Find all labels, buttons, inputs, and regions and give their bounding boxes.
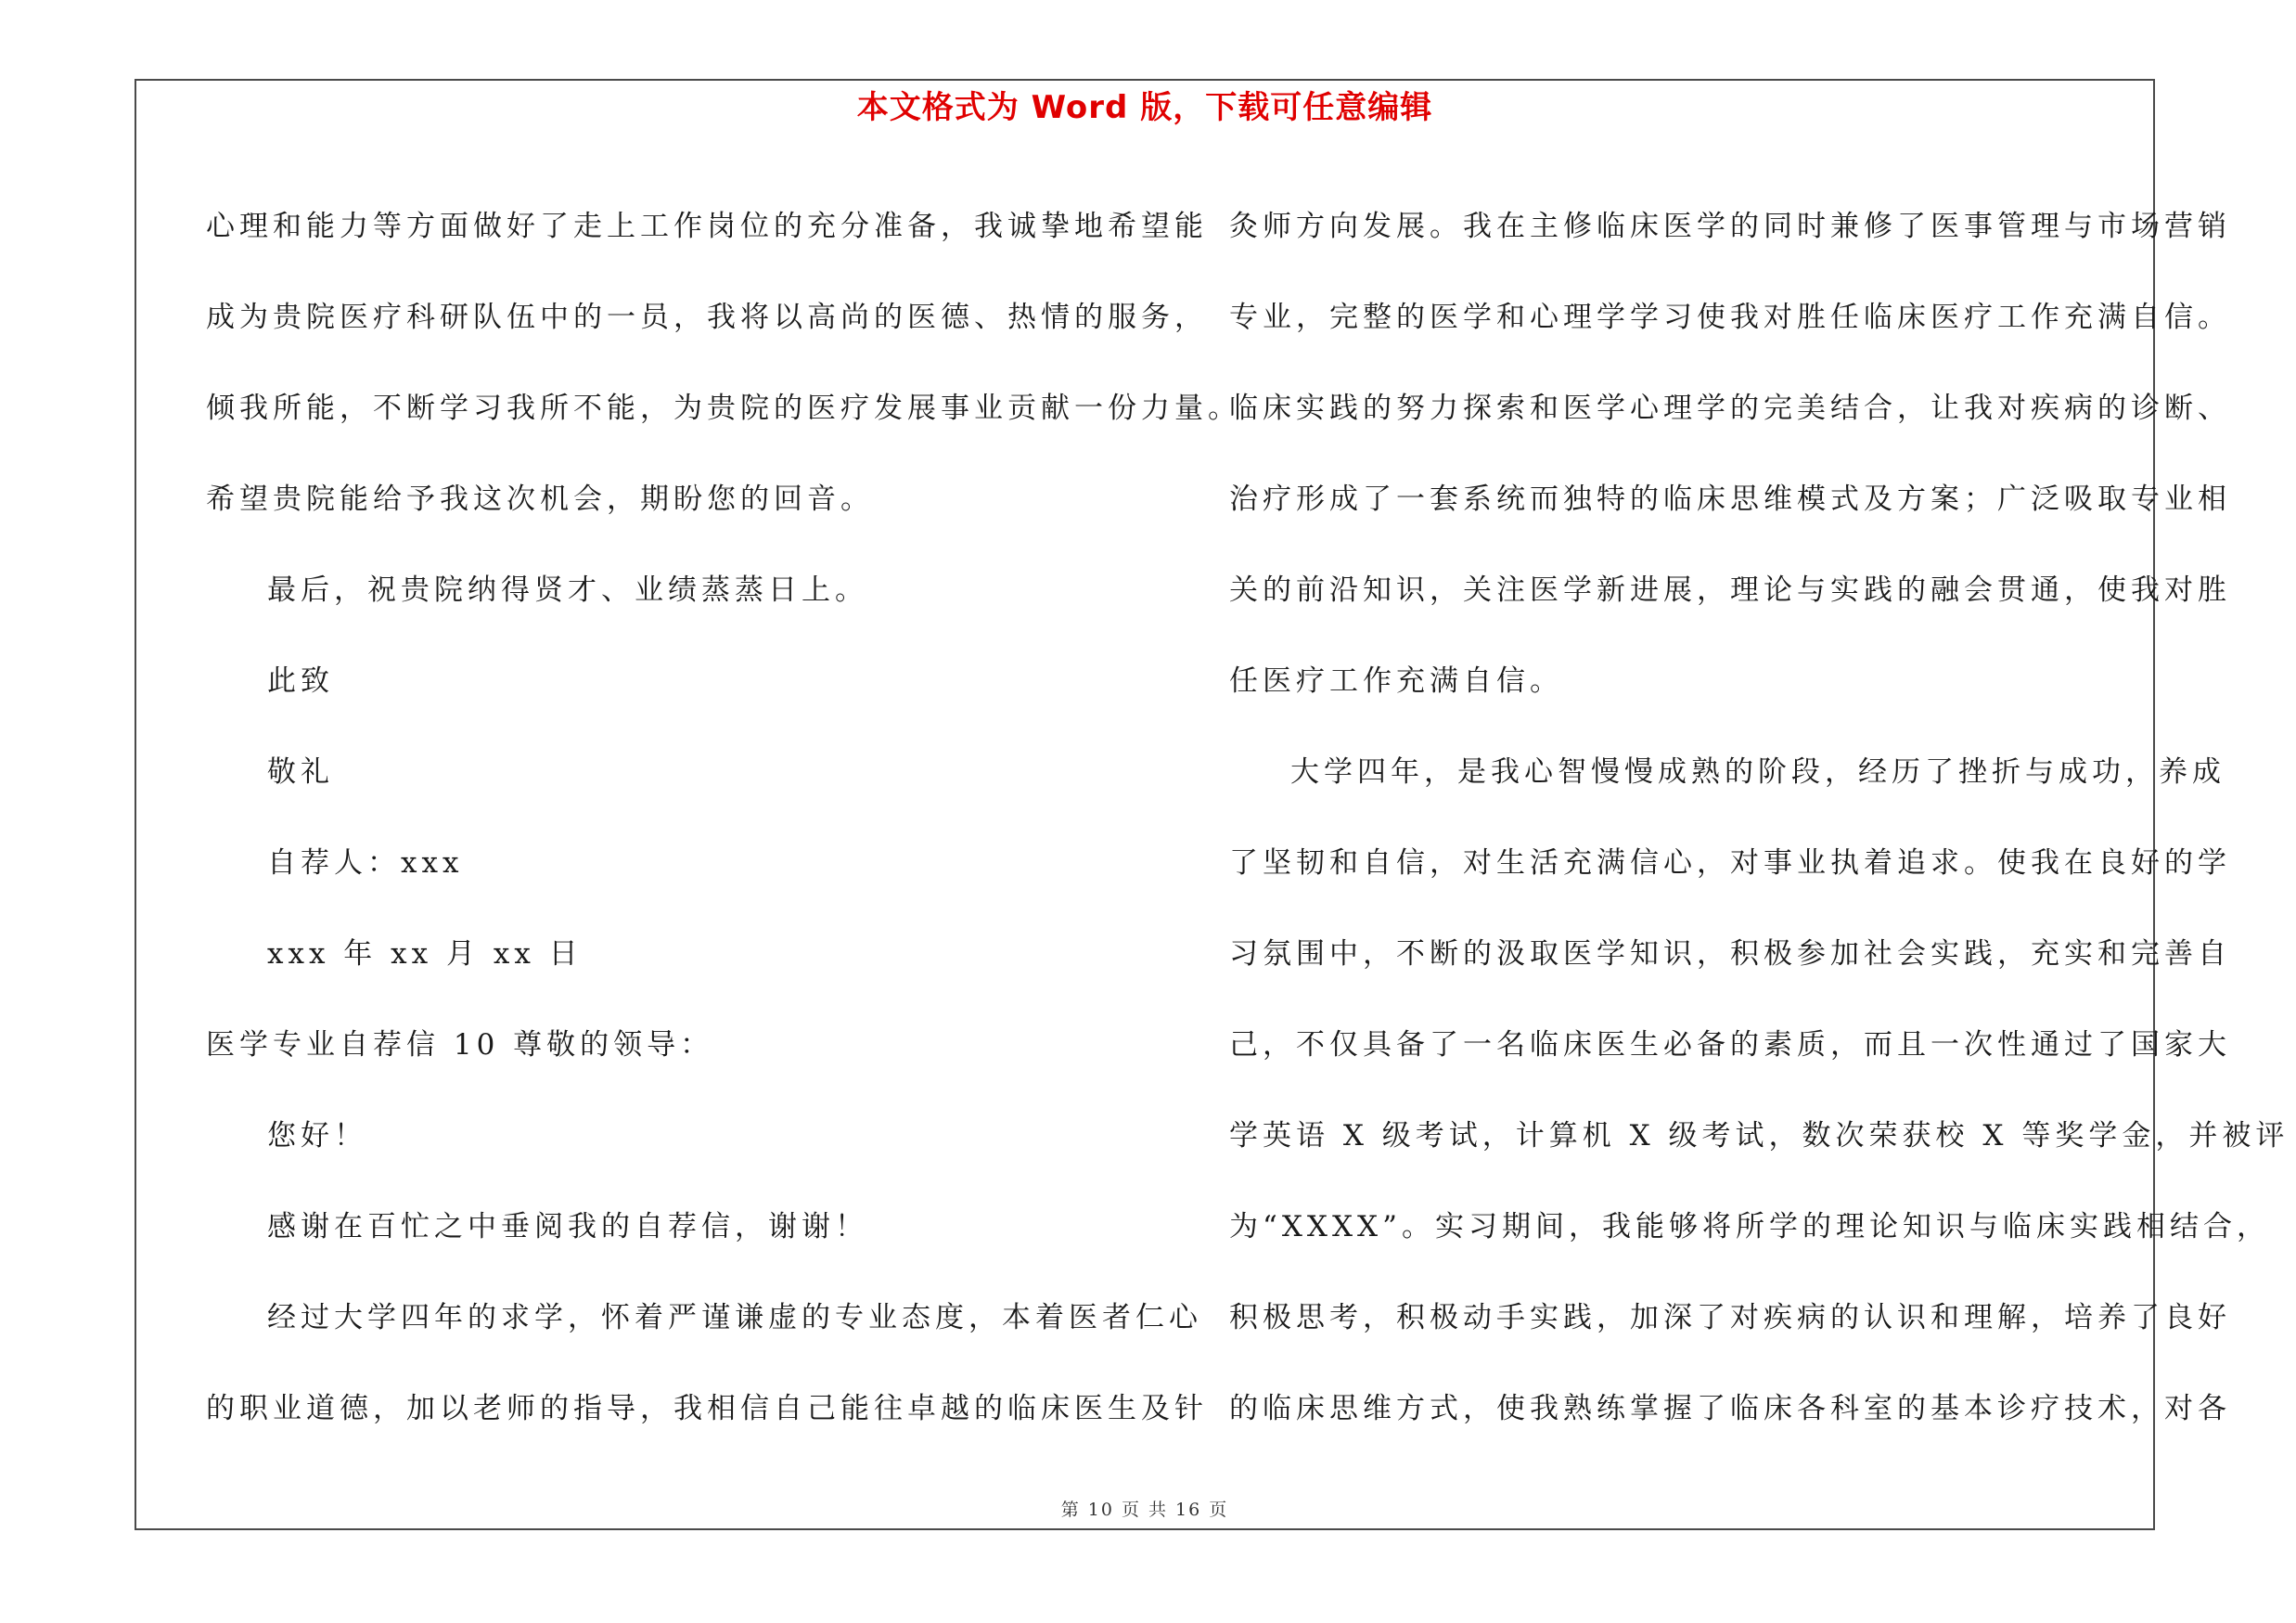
- text-line: 希望贵院能给予我这次机会，期盼您的回音。: [206, 483, 874, 516]
- text-line: 己，不仅具备了一名临床医生必备的素质，而且一次性通过了国家大: [1229, 1028, 2231, 1062]
- text-line: 专业，完整的医学和心理学学习使我对胜任临床医疗工作充满自信。: [1229, 301, 2231, 334]
- text-line: 学英语 X 级考试，计算机 X 级考试，数次荣获校 X 等奖学金，并被评: [1229, 1119, 2290, 1153]
- text-line: 感谢在百忙之中垂阅我的自荐信，谢谢！: [267, 1210, 868, 1243]
- right-column: [1229, 181, 2290, 1454]
- text-line: 大学四年，是我心智慢慢成熟的阶段，经历了挫折与成功，养成: [1290, 755, 2225, 789]
- text-line: 倾我所能，不断学习我所不能，为贵院的医疗发展事业贡献一份力量。: [206, 392, 1241, 425]
- text-line: 为“XXXX”。实习期间，我能够将所学的理论知识与临床实践相结合，: [1229, 1210, 2270, 1243]
- text-line: 积极思考，积极动手实践，加深了对疾病的认识和理解，培养了良好: [1229, 1301, 2231, 1334]
- text-line: 的临床思维方式，使我熟练掌握了临床各科室的基本诊疗技术，对各: [1229, 1392, 2231, 1425]
- text-line: 的职业道德，加以老师的指导，我相信自己能往卓越的临床医生及针: [206, 1392, 1208, 1425]
- page-number: 第 10 页 共 16 页: [1060, 1500, 1229, 1520]
- text-line: 您好！: [267, 1119, 367, 1153]
- text-line: 成为贵院医疗科研队伍中的一员，我将以高尚的医德、热情的服务，: [206, 301, 1208, 334]
- text-line: 自荐人：xxx: [267, 846, 464, 880]
- text-line: 最后，祝贵院纳得贤才、业绩蒸蒸日上。: [267, 573, 868, 607]
- left-column: [206, 181, 1241, 1454]
- text-line: 经过大学四年的求学，怀着严谨谦虚的专业态度，本着医者仁心: [267, 1301, 1202, 1334]
- text-line: 心理和能力等方面做好了走上工作岗位的充分准备，我诚挚地希望能: [206, 210, 1208, 243]
- text-line: 了坚韧和自信，对生活充满信心，对事业执着追求。使我在良好的学: [1229, 846, 2231, 880]
- text-line: 关的前沿知识，关注医学新进展，理论与实践的融会贯通，使我对胜: [1229, 573, 2231, 607]
- text-line: 灸师方向发展。我在主修临床医学的同时兼修了医事管理与市场营销: [1229, 210, 2231, 243]
- header-banner: 本文格式为 Word 版，下载可任意编辑: [856, 89, 1433, 126]
- text-line: 任医疗工作充满自信。: [1229, 664, 1563, 698]
- text-line: xxx 年 xx 月 xx 日: [267, 937, 583, 971]
- text-line: 习氛围中，不断的汲取医学知识，积极参加社会实践，充实和完善自: [1229, 937, 2231, 971]
- text-line: 临床实践的努力探索和医学心理学的完美结合，让我对疾病的诊断、: [1229, 392, 2231, 425]
- text-line: 治疗形成了一套系统而独特的临床思维模式及方案；广泛吸取专业相: [1229, 483, 2231, 516]
- section-heading-line: 医学专业自荐信 10 尊敬的领导：: [206, 1028, 714, 1062]
- text-line: 敬礼: [267, 755, 334, 789]
- text-line: 此致: [267, 664, 334, 698]
